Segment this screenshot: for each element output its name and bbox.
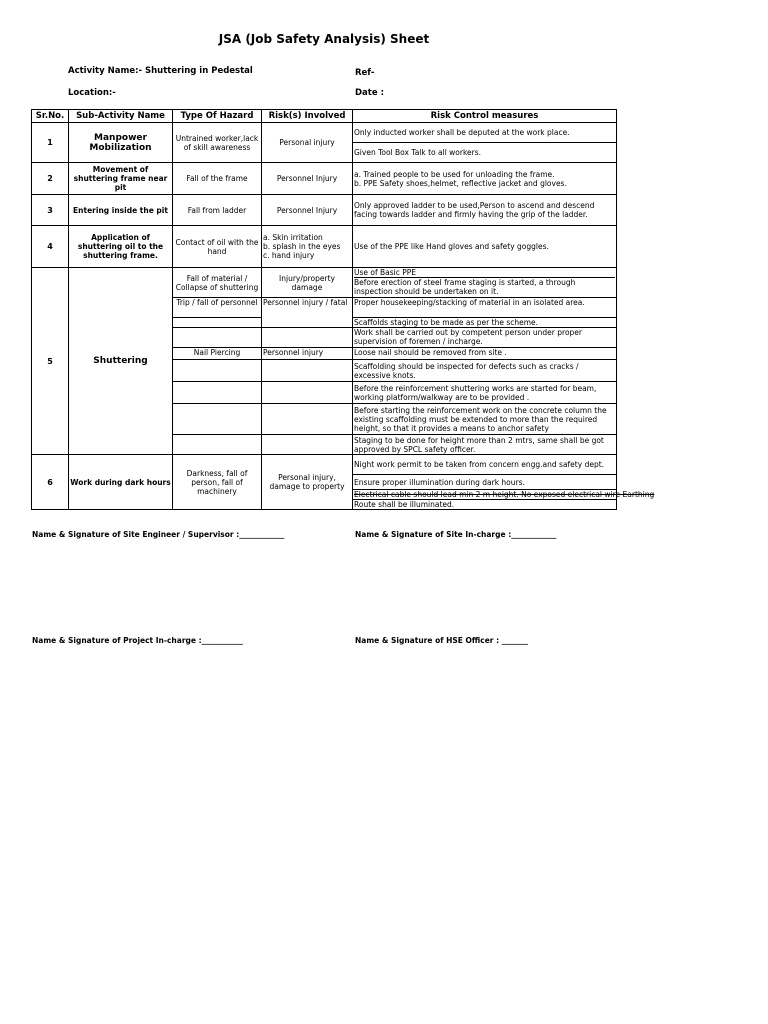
sr-no: 2: [32, 163, 69, 195]
risk-line: c. hand injury: [263, 251, 315, 260]
site-engineer-signature: Name & Signature of Site Engineer / Supervisor :____________: [32, 530, 285, 539]
risk: Personnel Injury: [262, 163, 353, 195]
empty-cell: [173, 435, 262, 455]
control-line: b. PPE Safety shoes,helmet, reflective jacket and gloves.: [354, 178, 567, 188]
table-row: [32, 163, 617, 195]
sr-no: 6: [32, 455, 69, 510]
sr-no: 1: [32, 123, 69, 163]
risk: Personal injury, damage to property: [262, 455, 353, 510]
control-measure: Ensure proper illumination during dark hours.: [353, 475, 617, 490]
empty-cell: [173, 404, 262, 435]
risk: Personnel Injury: [262, 195, 353, 226]
risk: Personal injury: [262, 123, 353, 163]
hazard: Nail Piercing: [173, 348, 262, 360]
sub-activity: Manpower Mobilization: [69, 123, 173, 163]
control-measure: Loose nail should be removed from site .: [353, 348, 617, 360]
date-label: Date :: [355, 88, 384, 98]
empty-cell: [173, 328, 262, 348]
control-measure: Scaffolds staging to be made as per the scheme.: [353, 318, 617, 328]
hse-officer-signature: Name & Signature of HSE Officer : _______: [355, 636, 528, 645]
empty-cell: [262, 404, 353, 435]
sub-activity: Entering inside the pit: [69, 195, 173, 226]
empty-cell: [262, 382, 353, 404]
table-row: [32, 268, 617, 298]
control-measure: Night work permit to be taken from concern engg.and safety dept.: [353, 455, 617, 475]
table-row: [32, 123, 617, 143]
empty-cell: [173, 318, 262, 328]
control-measure: Only approved ladder to be used,Person to ascend and descend facing towards ladder and firmly having the grip of the ladder.: [353, 195, 617, 226]
column-header: Risk Control measures: [353, 110, 617, 123]
hazard: Contact of oil with the hand: [173, 226, 262, 268]
project-incharge-signature: Name & Signature of Project In-charge :___________: [32, 636, 243, 645]
control-line: a. Trained people to be used for unloading the frame.: [354, 169, 555, 179]
control-measure: Electrical cable should lead min 2 m height. No exposed electrical wire Earthing: [354, 490, 655, 499]
sub-activity: Work during dark hours: [69, 455, 173, 510]
column-header: Risk(s) Involved: [262, 110, 353, 123]
sub-activity: Application of shuttering oil to the shuttering frame.: [69, 226, 173, 268]
control-measure: Staging to be done for height more than 2 mtrs, same shall be got approved by SPCL safety officer.: [353, 435, 617, 455]
risk-line: b. splash in the eyes: [263, 242, 341, 251]
risk: Personnel injury / fatal: [262, 298, 353, 328]
sr-no: 5: [32, 268, 69, 455]
column-header: Sub-Activity Name: [69, 110, 173, 123]
control-measure: Before the reinforcement shuttering works are started for beam, working platform/walkway are to be provided .: [353, 382, 617, 404]
control-measure: Proper housekeeping/stacking of material in an isolated area.: [353, 298, 617, 318]
control-measure: Scaffolding should be inspected for defects such as cracks / excessive knots.: [353, 360, 617, 382]
empty-cell: [173, 382, 262, 404]
hazard: Fall of material / Collapse of shuttering: [173, 268, 262, 298]
sr-no: 4: [32, 226, 69, 268]
control-line: Use of Basic PPE: [354, 268, 615, 278]
control-measure: Only inducted worker shall be deputed at the work place.: [353, 123, 617, 143]
control-measure: Given Tool Box Talk to all workers.: [353, 143, 617, 163]
control-measure: Route shall be illuminated.: [353, 500, 617, 510]
risk: [262, 226, 353, 268]
control-line: Before erection of steel frame staging is started, a through inspection should be undertaken on it.: [354, 278, 576, 296]
risk-line: a. Skin irritation: [263, 233, 323, 242]
control-measure: Use of the PPE like Hand gloves and safety goggles.: [353, 226, 617, 268]
sub-activity: Shuttering: [69, 268, 173, 455]
risk: Injury/property damage: [262, 268, 353, 298]
empty-cell: [262, 360, 353, 382]
control-measure: [353, 268, 617, 298]
column-header: Type Of Hazard: [173, 110, 262, 123]
sub-activity: Movement of shuttering frame near pit: [69, 163, 173, 195]
hazard: Fall of the frame: [173, 163, 262, 195]
hazard: Darkness, fall of person, fall of machinery: [173, 455, 262, 510]
site-incharge-signature: Name & Signature of Site In-charge :____________: [355, 530, 557, 539]
location-label: Location:-: [68, 88, 116, 98]
page-title: JSA (Job Safety Analysis) Sheet: [218, 32, 430, 46]
control-measure: Before starting the reinforcement work on the concrete column the existing scaffolding must be extended to more than the required height, so that it provides a means to anchor safety: [353, 404, 617, 435]
jsa-table: [31, 109, 655, 510]
empty-cell: [173, 360, 262, 382]
sr-no: 3: [32, 195, 69, 226]
table-row: [32, 455, 617, 475]
empty-cell: [262, 328, 353, 348]
empty-cell: [262, 435, 353, 455]
control-measure: [353, 163, 617, 195]
table-header-row: [32, 110, 617, 123]
control-measure: Work shall be carried out by competent person under proper supervision of foremen / incharge.: [353, 328, 617, 348]
table-row: [32, 226, 617, 268]
hazard: Fall from ladder: [173, 195, 262, 226]
ref-label: Ref-: [355, 68, 375, 78]
hazard: Trip / fall of personnel: [173, 298, 262, 318]
column-header: Sr.No.: [32, 110, 69, 123]
hazard: Untrained worker,lack of skill awareness: [173, 123, 262, 163]
activity-name: Activity Name:- Shuttering in Pedestal: [68, 66, 253, 76]
risk: Personnel injury: [262, 348, 353, 360]
table-row: [32, 195, 617, 226]
